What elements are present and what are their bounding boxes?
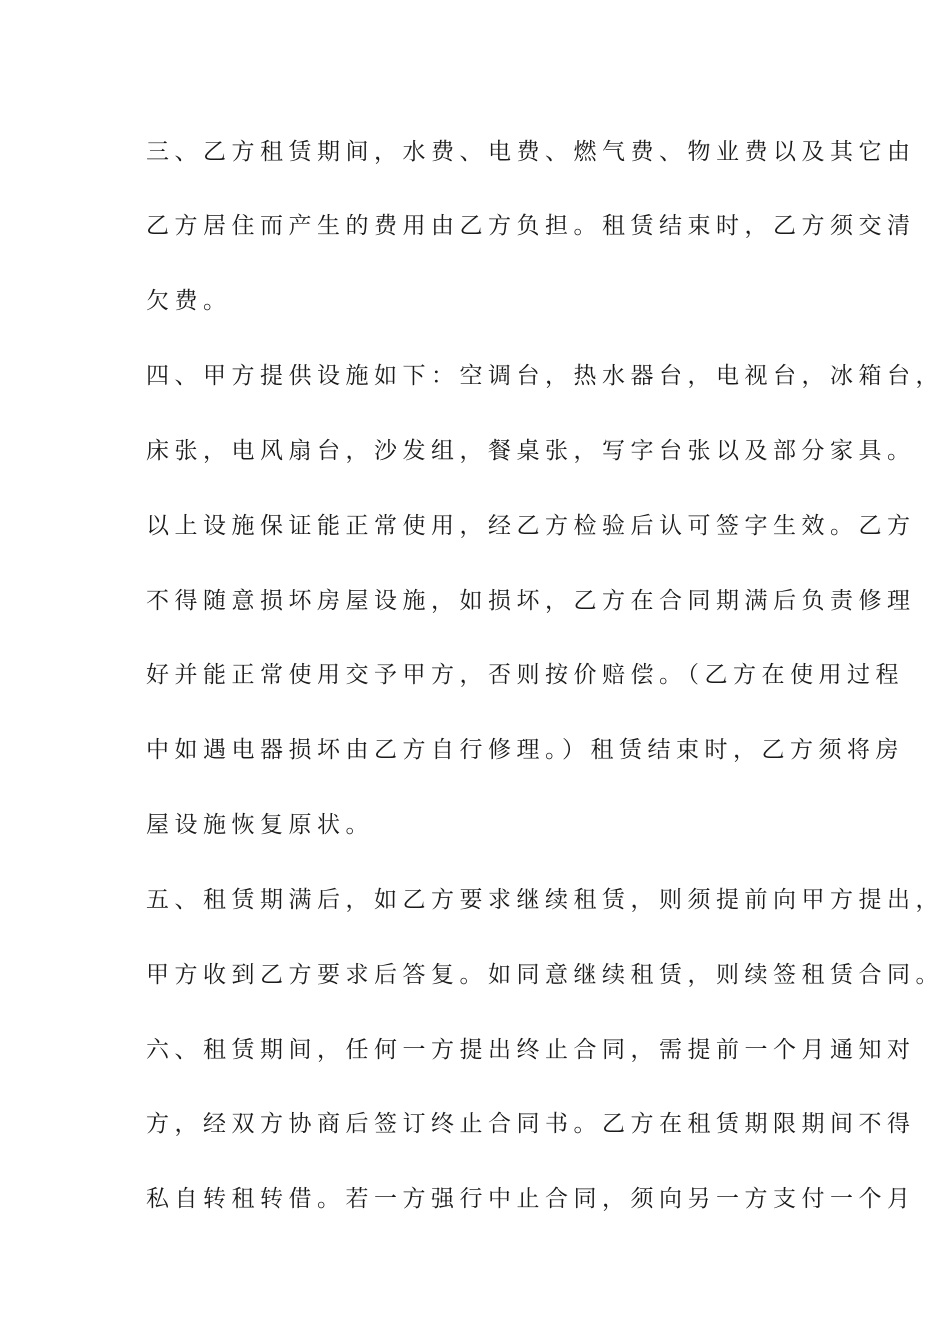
text-line: 四、甲方提供设施如下：空调台，热水器台，电视台，冰箱台， xyxy=(146,363,944,389)
text-line: 六、租赁期间，任何一方提出终止合同，需提前一个月通知对 xyxy=(146,1037,916,1063)
text-line: 甲方收到乙方要求后答复。如同意继续租赁，则续签租赁合同。 xyxy=(146,962,944,988)
text-line: 乙方居住而产生的费用由乙方负担。租赁结束时，乙方须交清 xyxy=(146,213,916,239)
text-line: 中如遇电器损坏由乙方自行修理。）租赁结束时，乙方须将房 xyxy=(146,737,904,763)
text-line: 五、租赁期满后，如乙方要求继续租赁，则须提前向甲方提出， xyxy=(146,887,944,913)
text-line: 不得随意损坏房屋设施，如损坏，乙方在合同期满后负责修理 xyxy=(146,588,916,614)
text-line: 欠费。 xyxy=(146,288,232,314)
text-line: 屋设施恢复原状。 xyxy=(146,812,374,838)
text-line: 床张，电风扇台，沙发组，餐桌张，写字台张以及部分家具。 xyxy=(146,438,916,464)
text-line: 方，经双方协商后签订终止合同书。乙方在租赁期限期间不得 xyxy=(146,1111,916,1137)
text-line: 以上设施保证能正常使用，经乙方检验后认可签字生效。乙方 xyxy=(146,513,916,539)
text-line: 好并能正常使用交予甲方，否则按价赔偿。（乙方在使用过程 xyxy=(146,662,904,688)
text-line: 私自转租转借。若一方强行中止合同，须向另一方支付一个月 xyxy=(146,1186,916,1212)
text-line: 三、乙方租赁期间，水费、电费、燃气费、物业费以及其它由 xyxy=(146,139,916,165)
